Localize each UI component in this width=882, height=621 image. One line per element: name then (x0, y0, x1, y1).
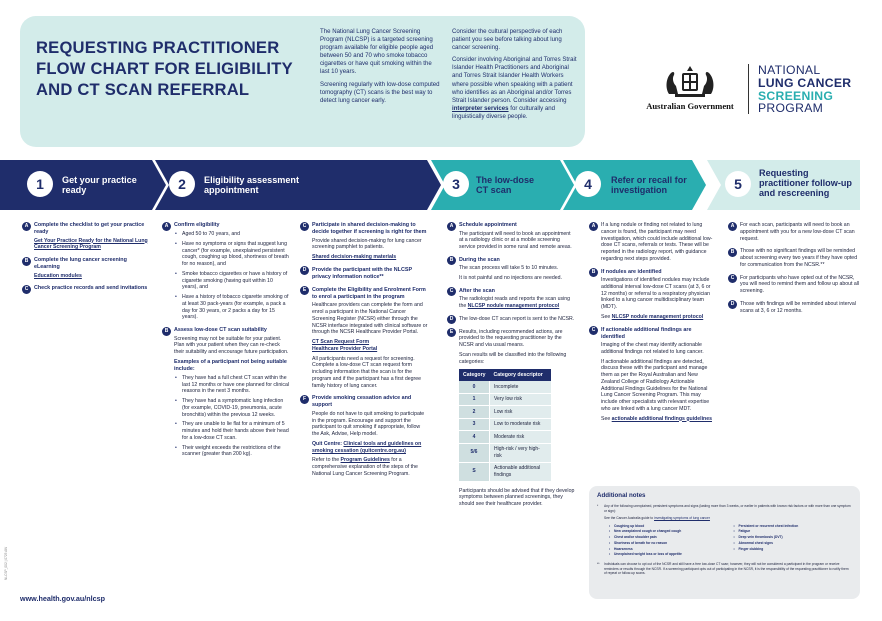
shared-decision-heading: Participate in shared decision-making to decide together if screening is right for them (312, 222, 427, 236)
australian-government-logo (638, 64, 742, 112)
list-item: • Smoke tobacco cigarettes or have a history of cigarette smoking (having quit within 10 years), and (174, 271, 290, 291)
list-item: • Hoarseness (609, 547, 728, 551)
header-intro-p1: The National Lung Cancer Screening Program (NLCSP) is a targeted screening program available for eligible people aged between 50 and 70 who smoke tobacco cigarettes or have quit smoking within the last 10 years. (320, 28, 434, 76)
header-cultural-p2 (452, 56, 578, 121)
coat-of-arms-icon (661, 64, 719, 100)
step-4-label: Refer or recall for investigation (611, 175, 687, 196)
list-item: • Coughing up blood (609, 524, 728, 528)
investigation-section-b (589, 269, 715, 321)
enrol-section-e (300, 287, 428, 390)
table-row (459, 381, 551, 393)
list-item: • Finger clubbing (734, 547, 853, 551)
during-scan-text1: The scan process will take 5 to 10 minutes. (459, 265, 559, 272)
practice-section-c (22, 285, 152, 292)
investigating-symptoms-link[interactable]: investigating symptoms of lung cancer (654, 516, 710, 521)
table-row (459, 431, 551, 444)
suitability-text: Screening may not be suitable for your patient. Plan with your patient when they can re-check their suitability and encourage future participation. (174, 335, 289, 356)
notes-title: Additional notes (597, 492, 646, 499)
followup-section-b (728, 248, 860, 268)
after-scan-text (459, 296, 575, 310)
note-guide-pre: See the Cancer Australia guide to (604, 516, 655, 521)
nodule-management-link[interactable]: NLCSP nodule management protocol (611, 313, 704, 320)
header-cultural-end: for culturally and linguistically diverse people. (452, 104, 555, 120)
badge-a-icon: A (22, 222, 31, 231)
eligibility-criteria-list (174, 231, 290, 321)
nodules-text: Investigations of identified nodules may include additional interval low-dose CT scans (at 3, 6 or 12 months) or referral to a respiratory physician linked to a lung cancer multidisciplinary team (MDT). (601, 277, 711, 311)
shared-decision-text: Provide shared decision-making for lung cancer screening pamphlet to patients. (312, 237, 422, 251)
categories-intro: Scan results will be classified into the following categories: (459, 351, 567, 365)
program-guidelines-line (312, 457, 428, 477)
practice-ready-link[interactable]: Get Your Practice Ready for the National Lung Cancer Screening Program (34, 237, 148, 251)
step-2-number: 2 (169, 171, 195, 197)
list-item: • Fatigue (734, 529, 853, 533)
badge-a-icon: A (447, 222, 456, 231)
practice-a-heading: Complete the checklist to get your practice ready (34, 222, 145, 236)
badge-b-icon: B (162, 327, 171, 336)
badge-b-icon: B (589, 268, 598, 277)
enrolment-form-text: Healthcare providers can complete the form and enrol a participant in the National Cancer Screening Register (NCSR) either through the NCSR interface integrated with clinical software or through the NCSR Healthcare Provider Portal. (312, 302, 428, 336)
step-5-label: Requesting practitioner follow-up and rescreening (759, 168, 852, 199)
enrol-section-d (300, 267, 428, 281)
schedule-text: The participant will need to book an appointment at a radiology clinic or at a mobile screening service provided in some rural and remote areas. (459, 230, 572, 251)
after-scan-body: The radiologist reads and reports the scan using the (459, 296, 571, 310)
badge-e-icon: E (447, 328, 456, 337)
smoking-cessation-heading: Provide smoking cessation advice and support (312, 395, 412, 409)
smoking-cessation-text: People do not have to quit smoking to participate in the program. Encourage and support the participant to quit smoking if appropriate, follow the Ask, Advise, Help model. (312, 410, 425, 438)
see-label: See (601, 313, 612, 320)
table-header-category: Category (459, 369, 490, 381)
table-row (459, 443, 551, 462)
badge-a-icon: A (589, 222, 598, 231)
asterisk-marker: * (597, 504, 599, 509)
badge-b-icon: B (728, 248, 737, 257)
risk-category-table (459, 369, 551, 481)
shared-decision-link[interactable]: Shared decision-making materials (312, 254, 397, 261)
badge-c-icon: C (589, 326, 598, 335)
practice-c-heading: Check practice records and send invitations (34, 285, 148, 292)
symptoms-list (609, 524, 852, 558)
step-2-label: Eligibility assessment appointment (204, 175, 300, 196)
nodules-heading: If nodules are identified (601, 268, 662, 275)
header-intro (320, 28, 440, 109)
schedule-heading: Schedule appointment (459, 222, 517, 228)
provider-portal-link[interactable]: Healthcare Provider Portal (312, 345, 378, 352)
table-cell: Very low risk (490, 393, 552, 406)
privacy-heading: Provide the participant with the NLCSP privacy information notice** (312, 266, 412, 280)
table-cell: S (459, 462, 490, 481)
note-symptoms-text: Any of the following unexplained, persistent symptoms and signs (lasting more than 3 weeks, or earlier in patients with known risk factors or with more than one symptom or sign): (604, 504, 851, 513)
document-code: NLCSP_002 | 0725 AW (4, 546, 8, 580)
badge-b-icon: B (22, 257, 31, 266)
enrol-section-f (300, 395, 428, 477)
list-item: • Have no symptoms or signs that suggest lung cancer* (for example, unexplained persistent cough, coughing up blood, shortness of breath for no reason), and (174, 241, 290, 268)
list-item: • Unexplained weight loss or loss of appetite (609, 552, 728, 556)
badge-c-icon: C (728, 274, 737, 283)
nlcsp-logo-line3: SCREENING (758, 88, 834, 103)
double-asterisk-marker: ** (597, 562, 600, 567)
findings-heading: If actionable additional findings are identified (601, 326, 692, 340)
see-label: See (601, 415, 612, 422)
ct-request-form-link[interactable]: CT Scan Request Form (312, 339, 370, 346)
suitability-heading: Assess low-dose CT scan suitability (174, 327, 267, 334)
guidelines-post: for a comprehensive explanation of the steps of the National Lung Cancer Screening Program. (312, 457, 418, 477)
step-arrows (0, 160, 882, 210)
list-item: • Their weight exceeds the restrictions of the scanner (greater than 200 kg). (174, 445, 290, 459)
followup-section-a (728, 222, 860, 242)
table-cell: Moderate risk (490, 431, 552, 444)
quit-centre-link[interactable]: Clinical tools and guidelines on smoking cessation (quitcentre.org.au) (312, 440, 422, 454)
list-item: • Aged 50 to 70 years, and (174, 231, 290, 238)
enrol-section-c (300, 222, 428, 261)
request-text: All participants need a request for screening. Complete a low-dose CT scan request form including information that the scan is for the program and if the participant has a first degree family history of lung cancer. (312, 355, 421, 389)
after-scan-heading: After the scan (459, 287, 495, 294)
badge-d-icon: D (447, 315, 456, 324)
additional-notes-box (589, 486, 860, 599)
list-item: • Have a history of tobacco cigarette smoking of at least 30 pack-years (for example, a pack a day for 30 years, or 2 packs a day for 15 years). (174, 294, 290, 321)
nlcsp-logo-line1: NATIONAL (758, 63, 821, 77)
interpreter-services-link[interactable]: interpreter services (452, 104, 509, 112)
logo-divider (748, 64, 749, 114)
step-3-number: 3 (443, 171, 469, 197)
eligibility-section-b (162, 327, 290, 458)
note-opt-out-text: Individuals can choose to opt out of the NCSR and still have a free low-dose CT scan; however, they will not be considered a participant in the program or receive reminders or results through the NCSR. If a screening participant opts out of participating in the NCSR, it is the responsibility of the requesting practitioner to notify them of repeat or follow-up scans. (604, 562, 849, 575)
investigation-text: If a lung nodule or finding not related to lung cancer is found, the participant may need investigation, which could include additional low-dose CT scans, referrals or tests. These will be reported in the radiology report, with guidance regarding next steps provided. (601, 222, 713, 262)
findings-text2: If actionable additional findings are detected, discuss these with the participant and manage them as per the Royal Australian and New Zealand College of Radiology Actionable Additional Findings Guidelines for the National Lung Cancer Screening Program. This may include other specialists with relevant expertise who are linked with a lung cancer MDT. (601, 358, 710, 412)
page-title: REQUESTING PRACTITIONER FLOW CHART FOR ELIGIBILITY AND CT SCAN REFERRAL (36, 38, 293, 99)
badge-c-icon: C (447, 287, 456, 296)
confirm-eligibility-heading: Confirm eligibility (174, 222, 220, 228)
program-guidelines-link[interactable]: Program Guidelines (340, 457, 390, 464)
step-4-number: 4 (575, 171, 601, 197)
practice-b-heading: Complete the lung cancer screening eLearning (34, 257, 127, 271)
badge-a-icon: A (728, 222, 737, 231)
table-header-row (459, 369, 551, 381)
column-enrolment (300, 222, 428, 484)
header-cultural (452, 28, 578, 125)
list-item: • Chest and/or shoulder pain (609, 535, 728, 539)
nlcsp-logo-line2: LUNG CANCER (758, 75, 852, 90)
table-row (459, 462, 551, 481)
column-eligibility (162, 222, 290, 464)
table-cell: 2 (459, 406, 490, 419)
badge-d-icon: D (728, 300, 737, 309)
quit-centre-label: Quit Centre: (312, 440, 344, 447)
during-scan-text2: It is not painful and no injections are needed. (459, 275, 562, 282)
results-text: Results, including recommended actions, are provided to the requesting practitioner by the NCSR and via usual means. (459, 328, 563, 349)
header-cultural-text: Consider involving Aboriginal and Torres Strait Islander Health Practitioners and Aboriginal and Torres Strait Islander Health Workers where possible when speaking with a patient who identifies as an Aboriginal and/or Torres Strait Islander person. Consider accessing (452, 56, 577, 104)
badge-b-icon: B (447, 256, 456, 265)
step-1-number: 1 (27, 171, 53, 197)
header-intro-p2: Screening regularly with low-dose computed tomography (CT) scans is the best way to detect lung cancer early. (320, 80, 440, 104)
nlcsp-logo-line4: PROGRAM (758, 101, 824, 116)
followup-section-d (728, 301, 860, 315)
badge-d-icon: D (300, 266, 309, 275)
scan-section-d (447, 316, 575, 323)
step-5-number: 5 (725, 171, 751, 197)
column-follow-up (728, 222, 860, 320)
table-cell: 3 (459, 418, 490, 431)
note-symptoms (597, 504, 852, 513)
note-guide-line (597, 516, 852, 520)
note-opt-out (597, 562, 852, 575)
followup-text-b: Those with no significant findings will be reminded about screening every two years if they have opted for communication from the NCSR.** (740, 248, 858, 268)
nodule-protocol-link[interactable]: NLCSP nodule management protocol (467, 303, 560, 310)
practice-section-b (22, 257, 152, 279)
scan-section-b (447, 257, 575, 282)
footer-url-link[interactable]: www.health.gov.au/nlcsp (20, 594, 106, 603)
table-row (459, 418, 551, 431)
table-cell: Incomplete (490, 381, 552, 393)
badge-c-icon: C (300, 222, 309, 231)
investigation-section-c (589, 327, 715, 423)
findings-text1: Imaging of the chest may identify actionable additional findings not related to lung cancer. (601, 342, 704, 355)
followup-text-c: For participants who have opted out of the NCSR, you will need to remind them and follow up about all screening. (740, 274, 860, 294)
findings-see-line (601, 416, 715, 423)
badge-f-icon: F (300, 395, 309, 404)
table-cell: 1 (459, 393, 490, 406)
nlcsp-logo (758, 64, 851, 115)
list-item: • Shortness of breath for no reason (609, 541, 728, 545)
table-cell: 4 (459, 431, 490, 444)
badge-a-icon: A (162, 222, 171, 231)
not-suitable-list (174, 375, 290, 458)
table-cell: 5/6 (459, 443, 490, 462)
practice-section-a (22, 222, 152, 251)
table-cell: 0 (459, 381, 490, 393)
followup-text-d: Those with findings will be reminded about interval scans at 3, 6 or 12 months. (740, 300, 856, 314)
list-item: • They are unable to lie flat for a minimum of 5 minutes and hold their hands above their head for a low-dose CT scan. (174, 421, 290, 441)
column-investigation (589, 222, 715, 428)
eligibility-section-a (162, 222, 290, 321)
followup-section-c (728, 275, 860, 295)
list-item: • Abnormal chest signs (734, 541, 853, 545)
symptoms-advice: Participants should be advised that if they develop symptoms between planned screenings, they should see their healthcare provider. (459, 487, 575, 508)
list-item: • Deep vein thrombosis (DVT) (734, 535, 853, 539)
guidelines-pre: Refer to the (312, 457, 341, 464)
badge-c-icon: C (22, 285, 31, 294)
header-cultural-p1: Consider the cultural perspective of each patient you see before talking about lung cancer screening. (452, 28, 563, 52)
during-scan-heading: During the scan (459, 256, 500, 263)
table-header-descriptor: Category descriptor (490, 369, 552, 381)
scan-section-a (447, 222, 575, 251)
table-row (459, 406, 551, 419)
gov-name: Australian Government (646, 101, 734, 111)
scan-section-c (447, 288, 575, 310)
step-1-label: Get your practice ready (62, 175, 137, 196)
table-cell: High-risk / very high-risk (490, 443, 552, 462)
education-modules-link[interactable]: Education modules (34, 272, 82, 279)
table-cell: Actionable additional findings (490, 462, 552, 481)
column-practice-ready (22, 222, 152, 298)
badge-e-icon: E (300, 286, 309, 295)
list-item: • They have had a full chest CT scan within the last 12 months or have one planned for clinical reasons in the next 3 months. (174, 375, 290, 395)
list-item: • New unexplained cough or changed cough (609, 529, 728, 533)
report-sent-text: The low-dose CT scan report is sent to the NCSR. (459, 315, 575, 322)
not-suitable-subheading: Examples of a participant not being suitable include: (174, 358, 287, 372)
nodules-see-line (601, 314, 715, 321)
step-3-label: The low-dose CT scan (476, 175, 535, 196)
list-item: • Persistent or recurrent chest infection (734, 524, 853, 528)
table-cell: Low to moderate risk (490, 418, 552, 431)
findings-guidelines-link[interactable]: actionable additional findings guidelines (611, 415, 712, 422)
table-row (459, 393, 551, 406)
list-item: • They have had a symptomatic lung infection (for example, COVID-19, pneumonia, acute bronchitis) within the previous 12 weeks. (174, 398, 290, 418)
scan-section-e (447, 329, 575, 508)
followup-text-a: For each scan, participants will need to book an appointment with you for a new low-dose CT scan request. (740, 222, 855, 242)
enrolment-form-heading: Complete the Eligibility and Enrolment Form to enrol a participant in the program (312, 286, 426, 300)
column-ct-scan (447, 222, 575, 514)
table-cell: Low risk (490, 406, 552, 419)
investigation-section-a (589, 222, 715, 263)
quit-centre-line (312, 441, 428, 455)
